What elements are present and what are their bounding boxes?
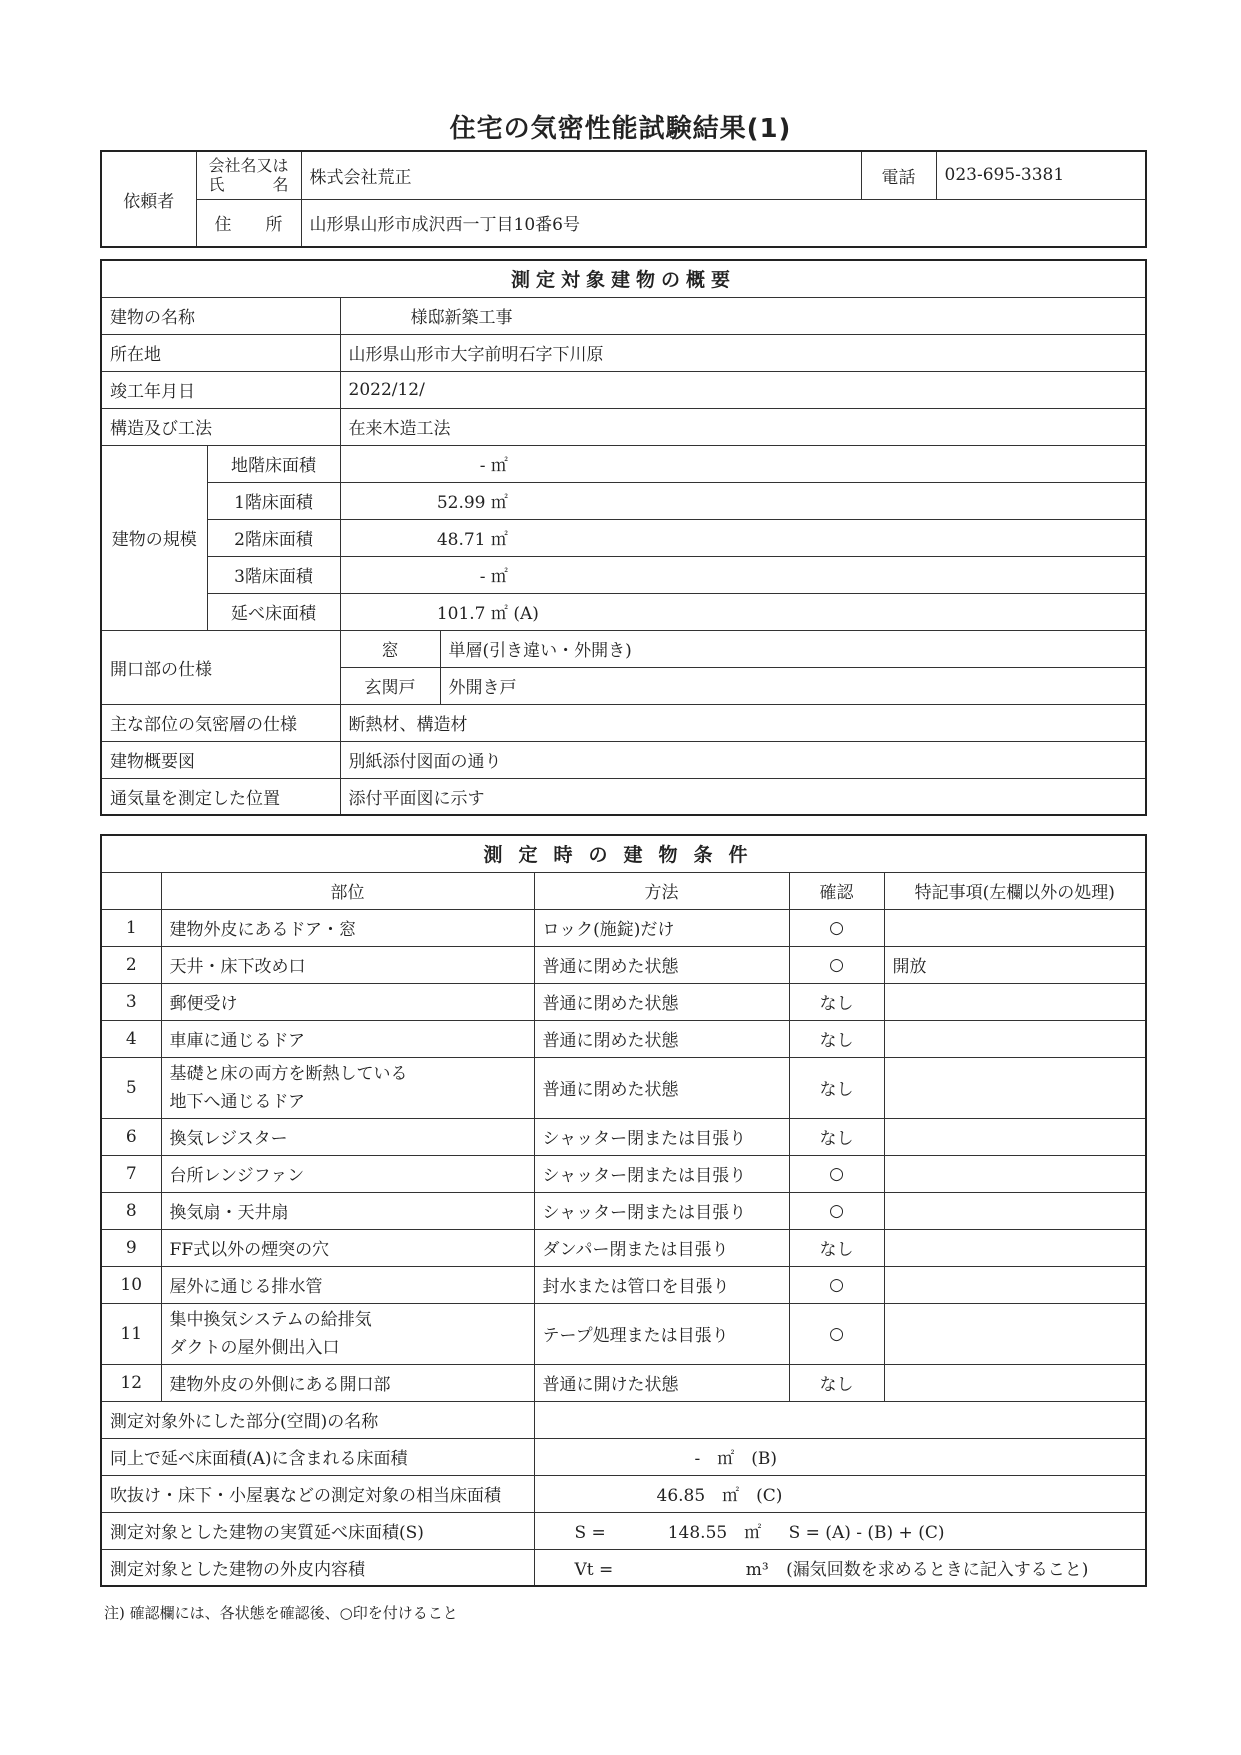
floor-label: 3階床面積	[207, 556, 340, 593]
row-method: テープ処理または目張り	[534, 1303, 789, 1364]
airtight-value: 断熱材、構造材	[340, 704, 1146, 741]
floor-label: 1階床面積	[207, 482, 340, 519]
row-method: 普通に閉めた状態	[534, 1057, 789, 1118]
opening-label: 開口部の仕様	[101, 630, 340, 704]
row-check: なし	[789, 983, 884, 1020]
location-label: 所在地	[101, 334, 340, 371]
row-check: なし	[789, 1118, 884, 1155]
row-no: 4	[101, 1020, 161, 1057]
row-check: ○	[789, 909, 884, 946]
row-method: シャッター閉または目張り	[534, 1155, 789, 1192]
row-check: ○	[789, 1303, 884, 1364]
row-no: 10	[101, 1266, 161, 1303]
equivC-value: 46.85 ㎡ (C)	[534, 1475, 1146, 1512]
floor-value: 48.71 ㎡	[340, 519, 1146, 556]
row-no: 5	[101, 1057, 161, 1118]
row-part: 車庫に通じるドア	[161, 1020, 534, 1057]
table-row	[101, 946, 1146, 983]
table-row	[101, 1155, 1146, 1192]
row-method: 普通に閉めた状態	[534, 983, 789, 1020]
table-row	[101, 1364, 1146, 1401]
row-note	[884, 1266, 1146, 1303]
row-part: FF式以外の煙突の穴	[161, 1229, 534, 1266]
structure-label: 構造及び工法	[101, 408, 340, 445]
equivC-label: 吹抜け・床下・小屋裏などの測定対象の相当床面積	[101, 1475, 534, 1512]
address-value: 山形県山形市成沢西一丁目10番6号	[301, 199, 1146, 247]
row-note	[884, 909, 1146, 946]
completion-label: 竣工年月日	[101, 371, 340, 408]
phone-label: 電話	[861, 151, 936, 199]
row-check: なし	[789, 1057, 884, 1118]
row-part: 郵便受け	[161, 983, 534, 1020]
row-note	[884, 1057, 1146, 1118]
includedB-label: 同上で延べ床面積(A)に含まれる床面積	[101, 1438, 534, 1475]
window-value: 単層(引き違い・外開き)	[440, 630, 1146, 667]
position-value: 添付平面図に示す	[340, 778, 1146, 815]
row-note	[884, 1192, 1146, 1229]
completion-value: 2022/12/	[340, 371, 1146, 408]
row-no: 1	[101, 909, 161, 946]
row-method: シャッター閉または目張り	[534, 1192, 789, 1229]
conditions-header: 測定時の建物条件	[101, 835, 1146, 872]
building-name-value: 様邸新築工事	[340, 297, 1146, 334]
airtight-label: 主な部位の気密層の仕様	[101, 704, 340, 741]
overview-table	[100, 259, 1147, 816]
volume-value: Vt = m³ (漏気回数を求めるときに記入すること)	[534, 1549, 1146, 1586]
requester-label: 依頼者	[101, 151, 196, 247]
row-note: 開放	[884, 946, 1146, 983]
col-part: 部位	[161, 872, 534, 909]
row-part: 基礎と床の両方を断熱している 地下へ通じるドア	[161, 1057, 534, 1118]
row-part: 天井・床下改め口	[161, 946, 534, 983]
row-part: 換気レジスター	[161, 1118, 534, 1155]
location-value: 山形県山形市大字前明石字下川原	[340, 334, 1146, 371]
floor-value: 101.7 ㎡ (A)	[340, 593, 1146, 630]
building-name-label: 建物の名称	[101, 297, 340, 334]
company-label: 会社名又は 氏 名	[196, 151, 301, 199]
row-check: ○	[789, 1266, 884, 1303]
row-part: 換気扇・天井扇	[161, 1192, 534, 1229]
real-area-value: S = 148.55 ㎡ S = (A) - (B) + (C)	[534, 1512, 1146, 1549]
row-method: 封水または管口を目張り	[534, 1266, 789, 1303]
row-note	[884, 1155, 1146, 1192]
col-no	[101, 872, 161, 909]
row-check: ○	[789, 1192, 884, 1229]
includedB-value: - ㎡ (B)	[534, 1438, 1146, 1475]
table-row	[101, 909, 1146, 946]
conditions-table	[100, 834, 1147, 1587]
page-title: 住宅の気密性能試験結果(1)	[449, 114, 792, 144]
row-no: 6	[101, 1118, 161, 1155]
excluded-value	[534, 1401, 1146, 1438]
table-row	[101, 1303, 1146, 1364]
floor-label: 地階床面積	[207, 445, 340, 482]
row-check: なし	[789, 1364, 884, 1401]
row-check: ○	[789, 1155, 884, 1192]
diagram-value: 別紙添付図面の通り	[340, 741, 1146, 778]
row-method: 普通に開けた状態	[534, 1364, 789, 1401]
table-row	[101, 1266, 1146, 1303]
row-no: 12	[101, 1364, 161, 1401]
row-part: 屋外に通じる排水管	[161, 1266, 534, 1303]
row-note	[884, 983, 1146, 1020]
row-no: 9	[101, 1229, 161, 1266]
position-label: 通気量を測定した位置	[101, 778, 340, 815]
table-row	[101, 1057, 1146, 1118]
row-note	[884, 1020, 1146, 1057]
row-method: ダンパー閉または目張り	[534, 1229, 789, 1266]
phone-value: 023-695-3381	[936, 151, 1146, 199]
footnote: 注) 確認欄には、各状態を確認後、○印を付けること	[104, 1604, 458, 1622]
volume-label: 測定対象とした建物の外皮内容積	[101, 1549, 534, 1586]
floor-label: 延べ床面積	[207, 593, 340, 630]
table-row	[101, 1118, 1146, 1155]
floor-value: - ㎡	[340, 556, 1146, 593]
row-method: シャッター閉または目張り	[534, 1118, 789, 1155]
row-no: 3	[101, 983, 161, 1020]
row-no: 8	[101, 1192, 161, 1229]
col-note: 特記事項(左欄以外の処理)	[884, 872, 1146, 909]
address-label: 住 所	[196, 199, 301, 247]
row-part: 集中換気システムの給排気 ダクトの屋外側出入口	[161, 1303, 534, 1364]
row-note	[884, 1229, 1146, 1266]
row-note	[884, 1364, 1146, 1401]
row-no: 7	[101, 1155, 161, 1192]
window-label: 窓	[340, 630, 440, 667]
row-check: ○	[789, 946, 884, 983]
company-value: 株式会社荒正	[301, 151, 861, 199]
row-note	[884, 1303, 1146, 1364]
door-label: 玄関戸	[340, 667, 440, 704]
excluded-label: 測定対象外にした部分(空間)の名称	[101, 1401, 534, 1438]
overview-header: 測定対象建物の概要	[101, 260, 1146, 297]
row-note	[884, 1118, 1146, 1155]
floor-label: 2階床面積	[207, 519, 340, 556]
row-check: なし	[789, 1020, 884, 1057]
row-no: 2	[101, 946, 161, 983]
floor-value: - ㎡	[340, 445, 1146, 482]
floor-value: 52.99 ㎡	[340, 482, 1146, 519]
table-row	[101, 1020, 1146, 1057]
row-method: ロック(施錠)だけ	[534, 909, 789, 946]
scale-label: 建物の規模	[101, 445, 207, 630]
row-part: 建物外皮の外側にある開口部	[161, 1364, 534, 1401]
row-check: なし	[789, 1229, 884, 1266]
structure-value: 在来木造工法	[340, 408, 1146, 445]
table-row	[101, 1229, 1146, 1266]
real-area-label: 測定対象とした建物の実質延べ床面積(S)	[101, 1512, 534, 1549]
row-part: 台所レンジファン	[161, 1155, 534, 1192]
requester-table	[100, 150, 1147, 248]
diagram-label: 建物概要図	[101, 741, 340, 778]
row-no: 11	[101, 1303, 161, 1364]
row-method: 普通に閉めた状態	[534, 946, 789, 983]
table-row	[101, 983, 1146, 1020]
table-row	[101, 1192, 1146, 1229]
door-value: 外開き戸	[440, 667, 1146, 704]
col-check: 確認	[789, 872, 884, 909]
col-method: 方法	[534, 872, 789, 909]
row-part: 建物外皮にあるドア・窓	[161, 909, 534, 946]
row-method: 普通に閉めた状態	[534, 1020, 789, 1057]
